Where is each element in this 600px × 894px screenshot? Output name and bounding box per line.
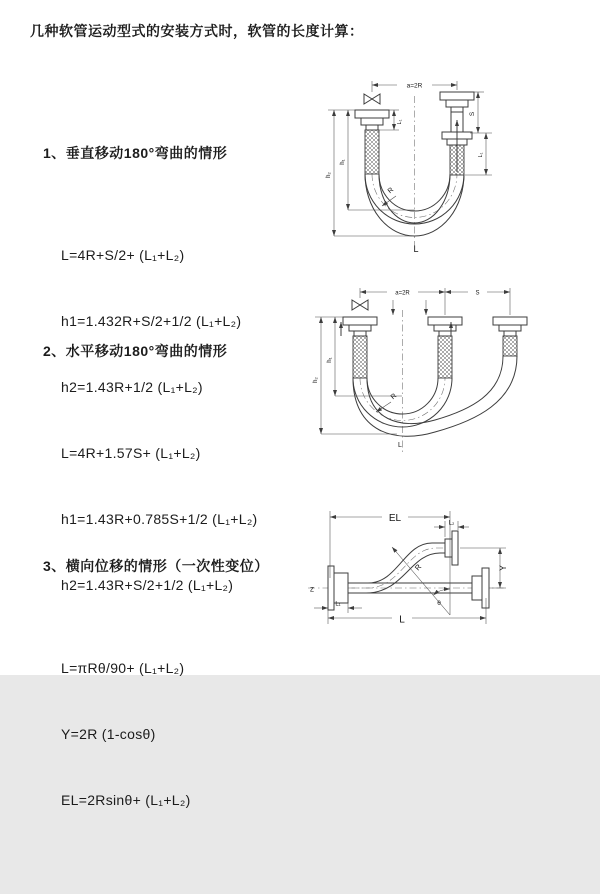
right-pipe — [440, 92, 474, 175]
formula-h1: h1=1.43R+0.785S+1/2 (L₁+L₂) — [61, 511, 258, 527]
stroke-label: S — [475, 290, 480, 297]
braid-section — [503, 336, 517, 356]
l1-label: L₁ — [335, 601, 341, 608]
flange — [493, 317, 527, 325]
angle-arc — [433, 589, 450, 595]
formula-length: L=πRθ/90+ (L₁+L₂) — [61, 660, 185, 676]
h1-label: h₁ — [340, 159, 346, 165]
section-2-heading: 2、水平移动180°弯曲的情形 — [43, 343, 228, 359]
radius-label: R — [389, 392, 399, 402]
length-label: L — [399, 614, 405, 626]
diagram-horizontal-180-bend — [305, 282, 590, 467]
displaced-hose — [348, 531, 458, 593]
formula-y: Y=2R (1-cosθ) — [61, 726, 156, 742]
length-label: L — [398, 442, 402, 449]
braid-section — [438, 336, 452, 378]
flange-displaced — [445, 539, 452, 557]
section-1-heading: 1、垂直移动180°弯曲的情形 — [43, 145, 228, 161]
flange — [428, 317, 462, 325]
left-pipe — [355, 94, 389, 174]
page-title: 几种软管运动型式的安装方式时，软管的长度计算： — [30, 23, 364, 39]
braid-section — [365, 130, 379, 174]
radius-label: R — [386, 186, 396, 196]
stroke-label: S — [469, 111, 476, 117]
radius-label: R — [412, 562, 424, 573]
radius-callout — [376, 393, 398, 412]
dimension-el — [330, 511, 450, 578]
diagram-vertical-180-bend — [312, 70, 592, 255]
h2-label: h₂ — [313, 377, 319, 383]
valve-icon — [364, 94, 380, 104]
l2-label: L₂ — [448, 520, 455, 527]
flange — [343, 317, 377, 325]
fitting-label: L₁ — [397, 119, 403, 125]
h2-label: h₂ — [326, 172, 332, 178]
diagram-lateral-displacement — [300, 503, 600, 675]
formula-length: L=4R+1.57S+ (L₁+L₂) — [61, 445, 201, 461]
formula-h2: h2=1.43R+1/2 (L₁+L₂) — [61, 379, 203, 395]
left-pipe — [341, 317, 377, 378]
formula-length: L=4R+S/2+ (L₁+L₂) — [61, 247, 185, 263]
angle-label: θ — [437, 600, 441, 607]
middle-pipe-position1 — [428, 317, 462, 378]
formula-h2: h2=1.43R+S/2+1/2 (L₁+L₂) — [61, 577, 234, 593]
formula-el: EL=2Rsinθ+ (L₁+L₂) — [61, 792, 191, 808]
el-label: EL — [388, 513, 402, 524]
h1-label: h₁ — [327, 357, 333, 363]
span-label: a=2R — [395, 290, 410, 297]
dimension-span — [372, 81, 457, 92]
valve-icon — [352, 300, 368, 310]
flange-upper-position — [440, 92, 474, 100]
dimension-length — [328, 598, 486, 626]
section-3-heading: 3、横向位移的情形（一次性变位） — [43, 558, 269, 574]
centerline-mark: Z — [310, 586, 314, 594]
radius-callout — [382, 187, 396, 206]
dimension-fitting-left — [314, 601, 362, 613]
flange — [355, 110, 389, 118]
dimension-stroke — [445, 291, 510, 297]
formula-h1: h1=1.432R+S/2+1/2 (L₁+L₂) — [61, 313, 242, 329]
section-3 — [43, 520, 269, 894]
braid-section — [353, 336, 367, 378]
span-label: a=2R — [406, 82, 423, 90]
offset-label: Y — [498, 564, 508, 572]
right-pipe-position2 — [493, 317, 527, 356]
flange-right — [472, 576, 482, 600]
length-label: L — [413, 244, 419, 254]
fitting-label: L₁ — [478, 152, 484, 158]
